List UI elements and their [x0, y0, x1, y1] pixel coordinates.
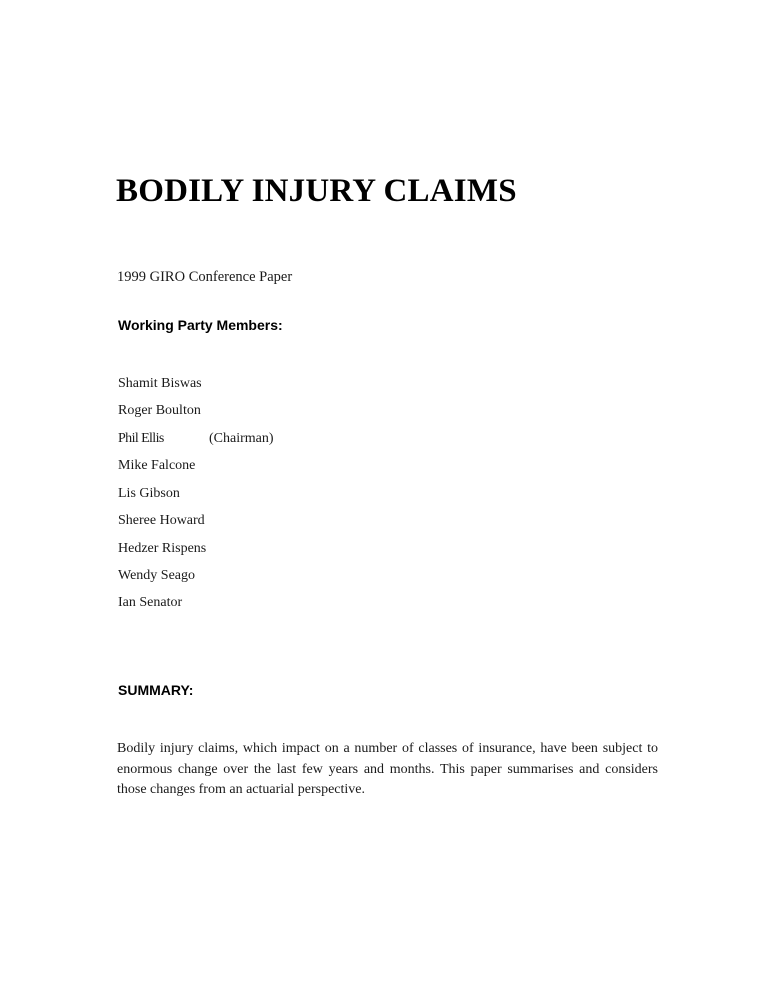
- summary-paragraph: Bodily injury claims, which impact on a number of classes of insurance, have been subject to enormous change over the last few years and months. This paper summarises and considers those changes from an actuarial perspective.: [117, 741, 658, 797]
- member-name: Sheree Howard: [118, 513, 205, 528]
- member-item: [118, 486, 180, 502]
- member-role: (Chairman): [209, 431, 274, 446]
- member-item: [118, 403, 201, 419]
- member-name: Shamit Biswas: [118, 376, 202, 391]
- member-item: [118, 568, 195, 584]
- summary-heading: SUMMARY:: [118, 682, 194, 698]
- member-name: Wendy Seago: [118, 568, 196, 583]
- member-name: Roger Boulton: [118, 403, 201, 418]
- member-name: Mike Falcone: [118, 458, 196, 473]
- member-name: Lis Gibson: [118, 486, 180, 501]
- member-item: [118, 595, 182, 611]
- document-title: BODILY INJURY CLAIMS: [116, 173, 517, 209]
- document-subtitle: 1999 GIRO Conference Paper: [117, 269, 293, 285]
- member-name: Hedzer Rispens: [118, 541, 207, 556]
- member-name: Phil Ellis: [118, 431, 164, 446]
- member-item: [118, 431, 274, 447]
- member-name: Ian Senator: [118, 595, 183, 610]
- working-party-heading: Working Party Members:: [118, 317, 283, 333]
- member-item: [118, 376, 202, 392]
- member-item: [118, 541, 206, 557]
- member-item: [118, 458, 195, 474]
- member-item: [118, 513, 205, 529]
